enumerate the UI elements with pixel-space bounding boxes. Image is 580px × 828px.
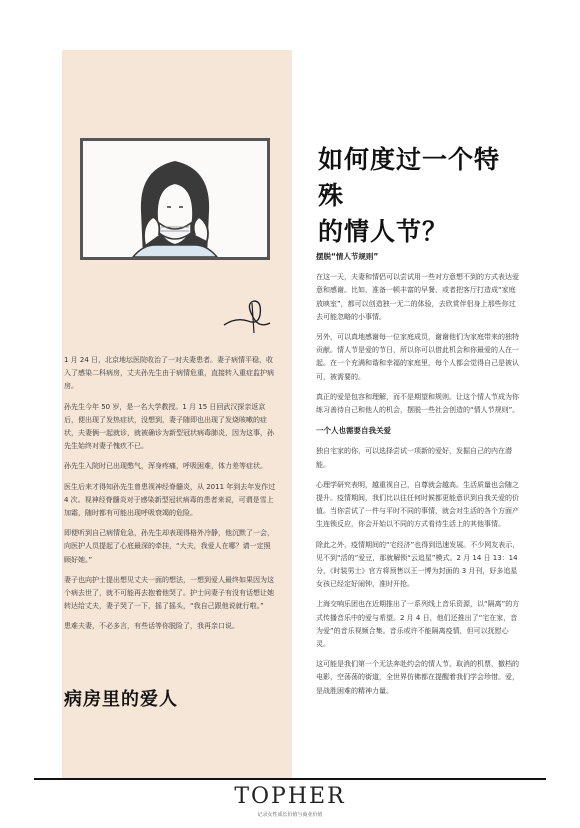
story-paragraph: 医生后来才得知孙先生曾患视神经脊髓炎，从 2011 年到去年发作过 4 次。视神经脊髓炎对于感染新型冠状病毒的患者来说，可谓是雪上加霜，随时都有可能出现呼吸衰竭的危险。 (64, 482, 276, 518)
brand-tagline: 记录女性成长价值与商业价值 (257, 812, 323, 818)
story-paragraph: 即便听到自己病情危急，孙先生却表现得格外冷静，他沉默了一会，向医护人员提起了心底最深的牵挂，“大夫，我爱人在哪？请一定照顾好她。” (64, 529, 274, 564)
story-paragraph: 妻子也向护士提出想见丈夫一面的想法，一想到爱人最终如果因为这个病去世了，就不可能再去抱着他哭了。护士问妻子有没有话想让她转达给丈夫，妻子哭了一下，摇了摇头，“我自己跟他说就行啦。” (64, 575, 274, 611)
woman-wearing-mask-illustration (83, 141, 267, 257)
decorative-squiggle (222, 295, 274, 339)
story-section-title: 病房里的爱人 (64, 689, 178, 710)
page-title (318, 142, 518, 250)
body-paragraph: 真正的爱是包容和理解，而不是期望和规则。让这个情人节成为你练习善待自己和他人的机会，摆脱一些社会创造的“情人节规则”。 (316, 392, 520, 415)
body-paragraph: 在这一天，夫妻和情侣可以尝试用一些对方意想不到的方式表达爱意和感谢。比如，准备一顿丰富的早餐，或者把客厅打造成“家庭放映室”，都可以创造独一无二的体验，去欣赏伴侣身上那些你过去可能忽略的小事情。 (316, 273, 519, 321)
body-paragraph: 心理学研究表明，越重视自己，自尊就会越高。生活质量也会随之提升。疫情期间，我们比以往任何时候都更能意识到自我关爱的价值。当你尝试了一件与平时不同的事情，就会对生活的各个方面产生连锁反应，你会开始以不同的方式看待生活上的其他事情。 (316, 480, 519, 529)
body-paragraph: 上海交响乐团也在近期推出了一系列线上音乐资源，以“隔离”的方式传播音乐中的爱与希望。2 月 4 日，他们还推出了“宅在家，音为爱”的音乐视频合集。音乐或许不能隔离疫情，但可以抚慰心灵。 (316, 600, 520, 649)
footer-divider (34, 778, 546, 780)
right-column (316, 246, 522, 705)
story-body (64, 354, 276, 641)
body-paragraph: 除此之外，疫情期间的“宅经济”也得到迅速发展。不少网友表示，见不到“活的”爱豆，那就解锁“云追星”模式。2 月 14 日 13：14 分，《时装男士》官方将预售以王一博为封面的 3 月刊，好多追星女孩已经定好闹钟，准时开抢。 (316, 540, 520, 589)
story-paragraph: 患难夫妻，不必多言，有些话等你脱险了，我再亲口说。 (64, 622, 239, 631)
body-paragraph: 这可能是我们第一个无法奔赴约会的情人节。取消的机票，撤档的电影，空荡荡的街道，全世界仿佛都在提醒着我们学会珍惜。爱，是战胜困难的精神力量。 (316, 660, 519, 695)
illustration-frame (80, 138, 270, 260)
story-paragraph: 孙先生入院时已出现憋气，浑身疼痛，呼吸困难，体力差等症状。 (64, 462, 267, 471)
section-heading: 摆脱“情人节规则” (316, 252, 379, 261)
brand-logo: TOPHER (234, 784, 346, 809)
body-paragraph: 独自宅家的你，可以选择尝试一项新的爱好，发掘自己的内在潜能。 (316, 447, 512, 469)
section-heading: 一个人也需要自我关爱 (316, 426, 391, 436)
page-title-line: 如何度过一个特殊 (318, 145, 501, 210)
body-paragraph: 另外，可以真地感谢每一位家庭成员，谢谢他们为家庭带来的独特贡献。情人节是爱的节日，所以你可以借此机会和你最爱的人在一起。在一个充满和谐和幸福的家庭里，每个人都会觉得自己是被认可，被需要的。 (316, 333, 519, 381)
page-title-line: 的情人节？ (318, 217, 449, 246)
story-paragraph: 1 月 24 日，北京地坛医院收治了一对夫妻患者。妻子病情平稳，收入了感染二科病房，丈夫孙先生由于病情危重，直接转入重症监护病房。 (64, 356, 274, 391)
story-paragraph: 孙先生今年 50 岁，是一名大学教授。1 月 15 日回武汉探亲返京后，便出现了发热症状，没想到，妻子随即也出现了发烧咳嗽的症状，夫妻俩一起就诊，就被确诊为新型冠状病毒肺炎，因为这事，孙先生始终对妻子愧疚不已。 (64, 402, 274, 451)
